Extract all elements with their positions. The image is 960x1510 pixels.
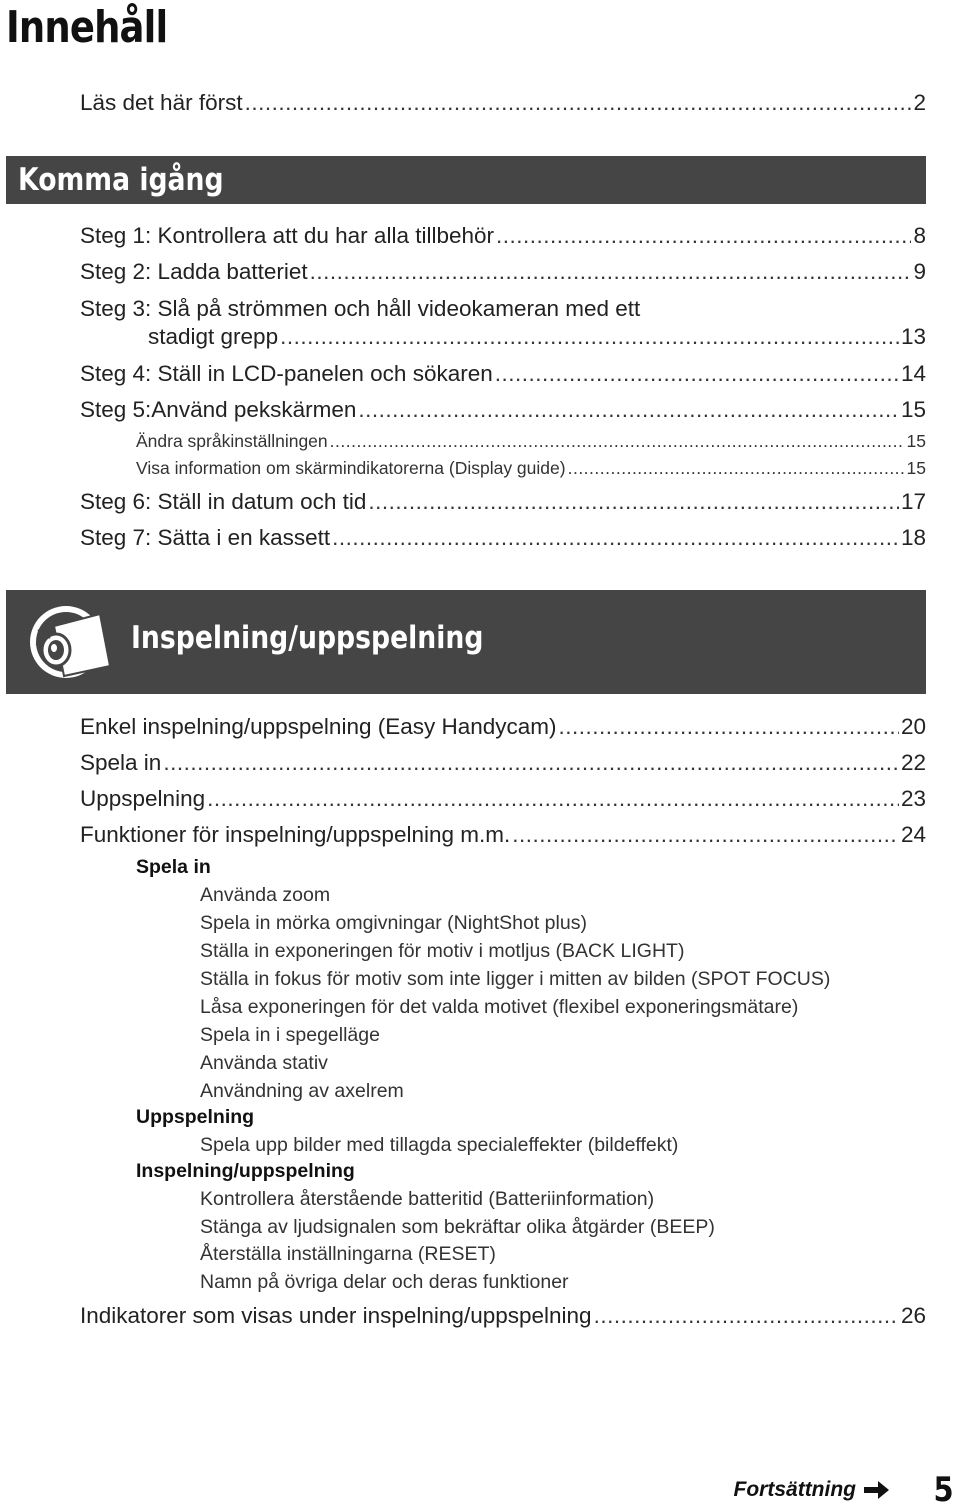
group-item[interactable]: Ställa in fokus för motiv som inte ligger i mitten av bilden (SPOT FOCUS) [200, 968, 831, 990]
group-item[interactable]: Namn på övriga delar och deras funktioner [200, 1271, 569, 1293]
toc-entry-page: 24 [900, 822, 926, 847]
toc-entry-page: 15 [900, 397, 926, 422]
toc-entry-label: Spela in [80, 750, 162, 775]
toc-entry-label: Steg 2: Ladda batteriet [80, 259, 308, 284]
group-item[interactable]: Användning av axelrem [200, 1080, 404, 1102]
toc-entry-label: Steg 7: Sätta i en kassett [80, 525, 331, 550]
toc-entry-steg-7[interactable] [80, 523, 926, 553]
toc-entry-steg-5[interactable] [80, 395, 926, 425]
leader-dots [496, 221, 911, 251]
leader-dots [495, 359, 899, 389]
section-header-inspelning [6, 590, 926, 694]
leader-dots [368, 487, 899, 517]
leader-dots [330, 429, 905, 453]
group-item[interactable]: Kontrollera återstående batteritid (Batteriinformation) [200, 1188, 655, 1210]
toc-entry-page: 13 [900, 324, 926, 349]
toc-entry-label: Funktioner för inspelning/uppspelning m.m. [80, 822, 511, 847]
group-item[interactable]: Låsa exponeringen för det valda motivet (flexibel exponeringsmätare) [200, 996, 799, 1018]
group-item[interactable]: Stänga av ljudsignalen som bekräftar olika åtgärder (BEEP) [200, 1216, 715, 1238]
toc-entry-label: Uppspelning [80, 786, 206, 811]
toc-entry-label: Läs det här först [80, 90, 243, 115]
toc-entry-intro[interactable] [80, 88, 926, 118]
leader-dots [358, 395, 899, 425]
toc-entry-label: Steg 1: Kontrollera att du har alla tillbehör [80, 223, 494, 248]
group-item[interactable]: Spela in i spegelläge [200, 1024, 380, 1046]
leader-dots [207, 784, 899, 814]
toc-entry-label: stadigt grepp [148, 324, 279, 349]
group-item[interactable]: Spela upp bilder med tillagda specialeffekter (bildeffekt) [200, 1134, 679, 1156]
section-title: Komma igång [18, 162, 224, 198]
toc-entry-page: 18 [900, 525, 926, 550]
toc-entry-page: 15 [906, 431, 926, 451]
toc-entry-label: Indikatorer som visas under inspelning/uppspelning [80, 1303, 592, 1328]
group-heading-spela-in: Spela in [136, 856, 211, 878]
group-item[interactable]: Återställa inställningarna (RESET) [200, 1243, 496, 1265]
toc-entry-page: 8 [913, 223, 926, 248]
leader-dots [568, 456, 905, 480]
group-item[interactable]: Använda stativ [200, 1052, 328, 1074]
section-header-komma-igang [6, 156, 926, 204]
toc-entry-page: 17 [900, 489, 926, 514]
continued-label: Fortsättning [733, 1478, 856, 1501]
toc-entry-steg-3[interactable] [148, 322, 926, 352]
toc-entry-easy-handycam[interactable] [80, 712, 926, 742]
toc-entry-label: Ändra språkinställningen [136, 431, 328, 451]
toc-entry-page: 9 [913, 259, 926, 284]
continued-link[interactable] [734, 1478, 890, 1502]
leader-dots [280, 322, 899, 352]
section-title: Inspelning/uppspelning [131, 620, 484, 656]
toc-entry-spela-in[interactable] [80, 748, 926, 778]
toc-entry-steg-3-label[interactable]: Steg 3: Slå på strömmen och håll videokameran med ett [80, 296, 641, 321]
toc-entry-steg-2[interactable] [80, 257, 926, 287]
leader-dots [163, 748, 899, 778]
toc-subentry-display-guide[interactable] [136, 456, 926, 480]
page-title: Innehåll [6, 2, 168, 53]
group-heading-uppspelning: Uppspelning [136, 1106, 255, 1128]
toc-entry-page: 23 [900, 786, 926, 811]
camcorder-icon [24, 600, 118, 684]
page-number: 5 [933, 1470, 954, 1510]
toc-entry-page: 2 [913, 90, 926, 115]
toc-entry-page: 14 [900, 361, 926, 386]
toc-entry-label: Steg 4: Ställ in LCD-panelen och sökaren [80, 361, 493, 386]
leader-dots [594, 1301, 899, 1331]
toc-entry-steg-1[interactable] [80, 221, 926, 251]
toc-entry-label: Enkel inspelning/uppspelning (Easy Handycam) [80, 714, 557, 739]
leader-dots [512, 820, 899, 850]
group-item[interactable]: Spela in mörka omgivningar (NightShot plus) [200, 912, 587, 934]
toc-entry-steg-4[interactable] [80, 359, 926, 389]
toc-entry-indikatorer[interactable] [80, 1301, 926, 1331]
arrow-right-icon [862, 1480, 890, 1500]
toc-entry-label: Steg 6: Ställ in datum och tid [80, 489, 367, 514]
toc-entry-steg-6[interactable] [80, 487, 926, 517]
toc-entry-label: Visa information om skärmindikatorerna (Display guide) [136, 458, 566, 478]
leader-dots [332, 523, 899, 553]
toc-entry-label: Steg 5:Använd pekskärmen [80, 397, 357, 422]
toc-entry-funktioner[interactable] [80, 820, 926, 850]
group-item[interactable]: Ställa in exponeringen för motiv i motljus (BACK LIGHT) [200, 940, 685, 962]
toc-subentry-sprak[interactable] [136, 429, 926, 453]
toc-entry-page: 26 [900, 1303, 926, 1328]
leader-dots [559, 712, 899, 742]
toc-entry-page: 20 [900, 714, 926, 739]
group-heading-inspelning-uppspelning: Inspelning/uppspelning [136, 1160, 355, 1182]
leader-dots [310, 257, 912, 287]
toc-entry-page: 15 [906, 458, 926, 478]
toc-entry-page: 22 [900, 750, 926, 775]
leader-dots [245, 88, 912, 118]
group-item[interactable]: Använda zoom [200, 884, 331, 906]
toc-entry-uppspelning[interactable] [80, 784, 926, 814]
